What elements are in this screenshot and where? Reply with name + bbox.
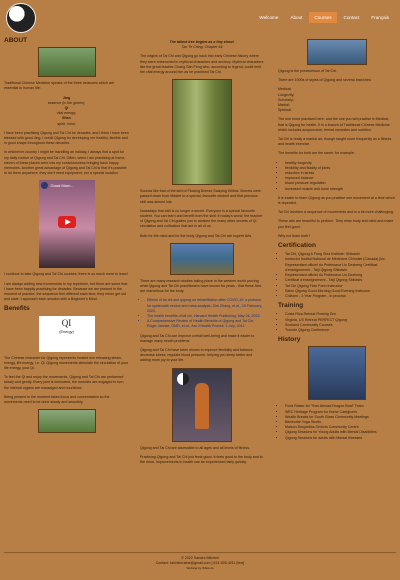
about-p3: In whichever country I might be travelling on holiday, I always find a spot for my daily routine of Qigong and Tai Chi. Often, when I am practising at home, eleven of these places were lots my consciousness bringing back happy memories. Another great advantage of Qigong and Tai Chi is that it's possible to do them anywhere, they don't need equipment, nor a special location. <box>4 150 127 176</box>
treasures-list: Jing essence (in the genes); Qi vital energy; Shen spirit, mind. <box>47 95 86 126</box>
site-footer <box>0 556 400 571</box>
nav-contact[interactable]: Contact <box>343 15 360 20</box>
certification-list: • Tai Chi, Qigong & Fong Shui Institute: Shibashi • Instructor Institut National de Médecine Chinoise (Canada) [sic. Representant officiel du Professeur Liu Dezheng Certificat d'enseignement - Taiji Qigong Shibashi • Représentant officiel du Professeur Liu Dezheng • Certificat d'enseignement - Taiji Qigong Shibashi • Tai Chi Qigong Flow Form Instructor • Salon Qigong Good Morning Good Evening Instructor • Chiltonn - 2 Year Program - in process <box>278 252 396 299</box>
qigong-outdoor-photo <box>38 409 96 433</box>
styles-p5: The benefits for both are the same, for example: <box>278 151 355 156</box>
training-heading: Training <box>278 302 304 310</box>
quote-source: Tao Te Ching, Chapter 64 <box>181 45 223 50</box>
styles-p1: Qigong is the predecessor of Tai Chi. <box>278 69 337 73</box>
research-link-review[interactable]: • A Comprehensive Review of Health Benefits of Qigong and Tai Chi, Roger Jahnke, OMD, et al., Am J Health Promot. 1 July, 2011. <box>147 319 264 329</box>
video-avatar-icon <box>41 182 48 189</box>
styles-p9: Why not learn both? <box>278 233 311 238</box>
qigong-group-photo <box>38 47 96 77</box>
certification-heading: Certification <box>278 242 316 250</box>
column-history <box>140 36 264 469</box>
styles-p4: Tai Chi is really a martial art, though taught more frequently as a fitness and health exercise. <box>278 137 392 147</box>
tai-chi-pose-photo <box>172 368 232 442</box>
yin-yang-icon <box>177 373 189 385</box>
nav-about[interactable]: About <box>290 15 303 20</box>
benefits-p2: To feel the Qi and enjoy the movements, Qigong and Tai Chi are performed slowly and gently. Every joint is lubricated, the muscles are engaged in turn, the internal organs are massaged and nourished. <box>4 375 125 390</box>
history-list: • Fund Raiser for "Sew Abroad Dragon Boat" Team • WEC Heritage Program for Home Caregivers • Wealth Breaks for South Glass Community Meetings • Benevolte Yoga Studio • Maison Desjardins Seniors Community Centre • Qigong Sessions for Young Adults with Mental Disabilities • Qigong Sessions for adults with Mental Illnesses <box>278 404 396 440</box>
styles-p6: It is easier to learn Qigong as you practise one movement at a time which is repeated. <box>278 195 395 206</box>
person-figure <box>195 383 209 429</box>
history-group-photo <box>308 346 366 400</box>
footer-divider <box>4 552 396 553</box>
quote-text: The tallest tree begins as a tiny shoot. <box>169 40 235 44</box>
history-p7: Qigong and Tai Chi are accessible to all ages and all levels of fitness. <box>140 445 251 450</box>
about-p5: I am always adding new movements to my repertoire, but there are some that I have been happily practising for decades. Because we are present in the moment of practice, the sequence feel different each time, they never get old and stale. I approach each session with a Beginner's Mind. <box>4 281 128 302</box>
video-title: Good Morn... <box>50 183 74 189</box>
training-list: • Costa Rica Retreat Flowing Zen • Virginia, US Retreat PERFECT Qigong • Scotland Community Courses • Toronto Qigong Conference <box>278 312 396 333</box>
sunset-beach-photo <box>170 243 234 275</box>
nav-welcome[interactable]: Welcome <box>259 15 279 20</box>
about-heading: ABOUT <box>4 37 28 44</box>
qi-character-image: QI (Energy) <box>39 316 95 352</box>
history-p3: Both for the mind and for the body Qigong and Tai Chi are superb Arts. <box>140 233 253 238</box>
benefits-heading: Benefits <box>4 305 30 313</box>
styles-p2: There are 1000s of styles of Qigong and several branches: <box>278 78 372 83</box>
main-nav <box>254 12 394 23</box>
styles-p3: The one most practised here, and the one you will practise is Medical, that is Qigong for health. It is a branch of Traditional Chinese Medicine which includes acupuncture, herbal remedies and nutrition. <box>278 117 390 132</box>
footer-copyright: © 2022 Sandra Mitchell <box>181 556 219 560</box>
nav-courses[interactable]: Courses <box>309 12 336 23</box>
history-heading: History <box>278 336 301 344</box>
research-links <box>140 298 264 329</box>
research-intro: There are many research studies taking place in the western world proving what Qigong and Tai Chi practitioners have known for years - that these Arts are marvellous for the body. <box>140 278 261 294</box>
branches-list: Medical; Longevity; Scholarly; Martial; Spiritual. <box>278 87 295 113</box>
history-p8: Practising Qigong and Tai Chi just feels good. It feels good to the body and to the mind. Improvements in health can be experienced fairly quickly. <box>140 454 263 465</box>
footer-contact[interactable]: Contact: taichilorraine@gmail.com | 514-526-4211 [text] <box>155 561 245 565</box>
benefits-p3: Being present in the moment takes focus and concentration so the movements need to be done slowly and smoothly. <box>4 394 110 405</box>
benefits-list: • healthy longevity • flexibility and fluidity of joints • reduction in stress • improved balance • blood pressure regulation • increased muscle and bone strength <box>278 161 396 192</box>
yin-yang-logo-icon[interactable] <box>6 3 36 33</box>
willow-caption: Sounds like that of the skill of Flowing Breeze Swaying Willow. Secrets were passed down from Master to a special, favourite student and that precious skill was almost lost. <box>140 189 262 204</box>
research-p5: Qigong and Tai Chi can improve overall well-being and make it easier to manage many health problems. <box>140 333 255 343</box>
nav-francais[interactable]: Français <box>371 15 389 20</box>
research-link-harvard[interactable]: • The health benefits of tai chi, Harvard Health Publishing, May 24, 2022. <box>147 314 264 319</box>
site-header <box>0 0 400 34</box>
styles-p7: Tai Chi involves a sequence of movements and is a bit more challenging. <box>278 210 394 215</box>
play-triangle-icon <box>65 219 71 225</box>
history-p2: Nowadays that skill is no longer a secret. Everyone is a special favourite student. You can learn and benefit from the skill. In today's world, the teacher of Qigong and Tai Chi guides you to awaken the many other secrets of Qi circulation and cultivation that are in all of us. <box>140 208 263 229</box>
about-intro: Traditional Chinese Medicine speaks of the three treasures which are essential to human life: <box>4 81 115 91</box>
about-p4: I continue to take Qigong and Tai Chi courses; there is so much more to learn! <box>4 272 128 277</box>
research-link-covid[interactable]: • Effects of tai chi and qigong on rehabilitation after COVID-19: a protocol for systematic review and meta-analysis, Zhe Zhang, et al., 18 February, 2022. <box>147 298 264 314</box>
about-p2: I have been practising Qigong and Tai Chi for decades, and I think I have been blessed with good Jing. I credit Qigong for developing me healthy, flexible and in good shape throughout these decades. <box>4 130 129 146</box>
column-about <box>4 36 129 437</box>
benefits-p1: The Chinese character for Qigong represents heated rice releasing steam, energy, life energy, i.e. Qi. Qigong movements stimulate the circulation of your life energy, your Qi. <box>4 355 129 371</box>
styles-p8: These arts are beautiful to perform. They relax body and mind and make you feel good. <box>278 219 394 229</box>
youtube-video[interactable] <box>39 180 95 268</box>
group-class-photo <box>307 39 367 65</box>
column-styles <box>278 36 396 445</box>
history-p1: The origins of Tai Chi and Qigong go back into early Chinese history where they were entrenched in mythical characters and secrecy. Mythical characters like the great teacher Chang San Feng who, according to legend, could emit the vital energy around him as he practised Tai Chi. <box>140 54 264 75</box>
willow-tree-photo <box>172 79 232 185</box>
footer-credit[interactable]: Website by Wikio.ca <box>186 566 214 570</box>
research-p6: Qigong and Tai Chi have been shown to improve flexibility and balance, decrease stress, regulate blood pressure, helping you sleep better and adding more joy to your life. <box>140 348 254 363</box>
